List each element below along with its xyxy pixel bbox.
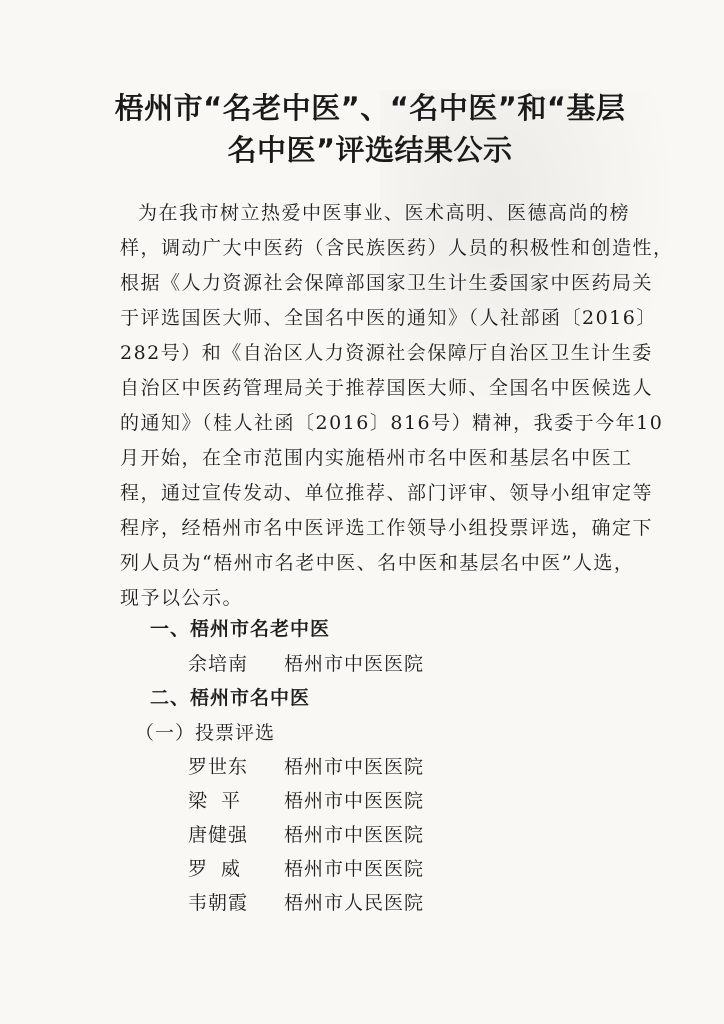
hospital-name: 梧州市中医医院 [284,653,425,675]
body-line: 的通知》（桂人社函〔2016〕816号）精神，我委于今年10 [120,412,664,434]
person-name: 罗世东 [188,756,249,778]
body-line: 列人员为“梧州市名老中医、名中医和基层名中医”人选， [120,552,635,574]
person-name: 罗威 [188,858,255,880]
person-name: 梁平 [188,790,255,812]
person-name: 韦朝霞 [188,892,249,914]
body-line: 程，通过宣传发动、单位推荐、部门评审、领导小组审定等 [120,482,654,504]
document-title-line-1: 梧州市“名老中医”、“名中医”和“基层 [114,91,626,125]
section-heading-1: 一、梧州市名老中医 [150,618,331,640]
body-line: 自治区中医药管理局关于推荐国医大师、全国名中医候选人 [120,377,654,399]
body-line: 现予以公示。 [120,587,244,609]
body-line: 程序，经梧州市名中医评选工作领导小组投票评选，确定下 [120,517,654,539]
list-item [188,752,424,782]
hospital-name: 梧州市人民医院 [284,892,425,914]
hospital-name: 梧州市中医医院 [284,756,425,778]
list-item [188,820,424,850]
person-name: 余培南 [188,653,249,675]
list-item [188,786,424,816]
sub-heading: （一）投票评选 [135,722,276,744]
hospital-name: 梧州市中医医院 [284,790,425,812]
list-item [188,649,424,679]
section-heading-2: 二、梧州市名中医 [150,687,311,709]
list-item [188,888,424,918]
body-line: 282号）和《自治区人力资源社会保障厅自治区卫生计生委 [120,342,653,364]
list-item [188,854,424,884]
body-line: 为在我市树立热爱中医事业、医术高明、医德高尚的榜 [138,202,631,224]
document-title-line-2: 名中医”评选结果公示 [227,133,513,167]
body-line: 月开始，在全市范围内实施梧州市名中医和基层名中医工 [120,447,633,469]
hospital-name: 梧州市中医医院 [284,824,425,846]
person-name: 唐健强 [188,824,249,846]
body-line: 根据《人力资源社会保障部国家卫生计生委国家中医药局关 [120,272,654,294]
body-line: 于评选国医大师、全国名中医的通知》（人社部函〔2016〕 [120,307,657,329]
hospital-name: 梧州市中医医院 [284,858,425,880]
body-line: 样，调动广大中医药（含民族医药）人员的积极性和创造性， [120,237,674,259]
